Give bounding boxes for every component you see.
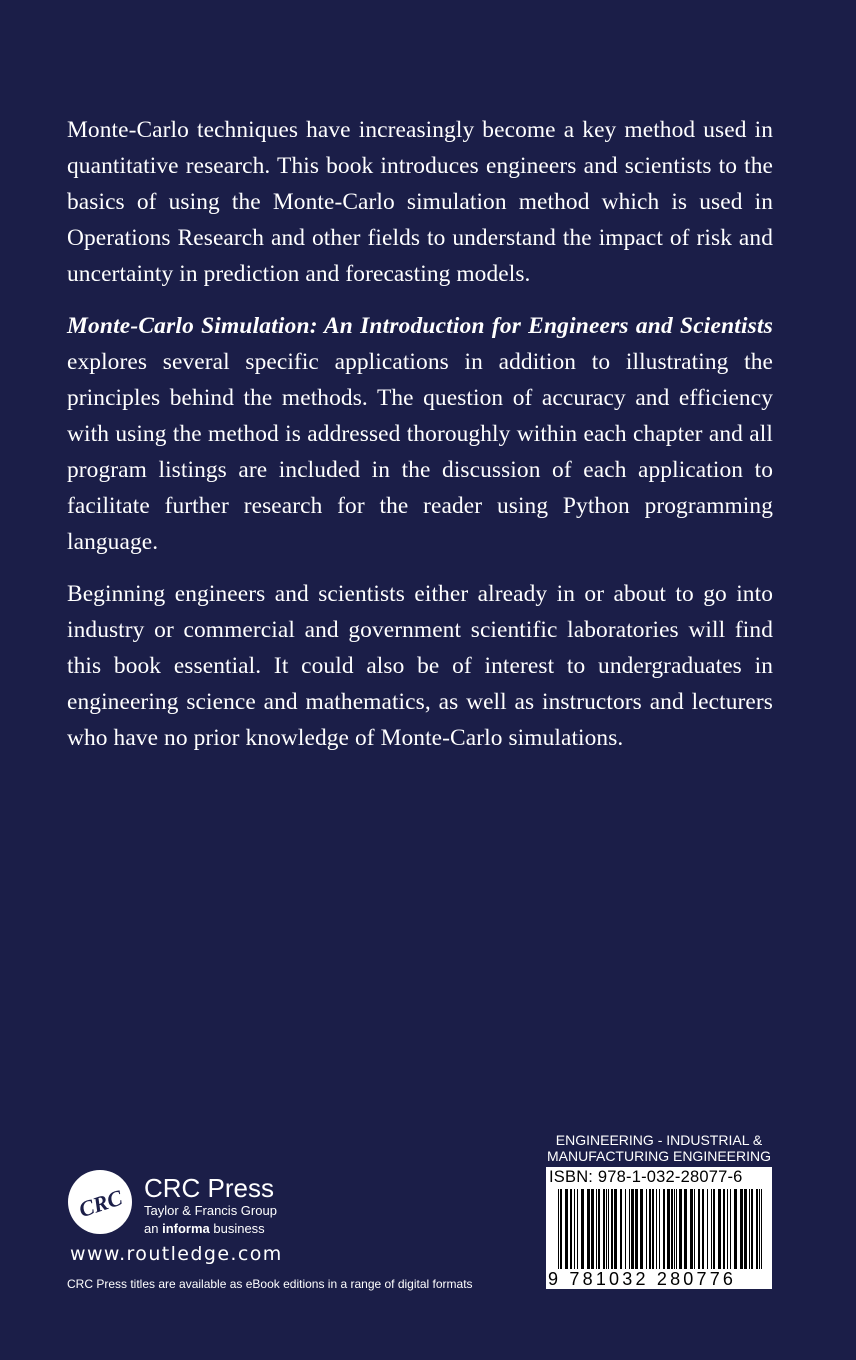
barcode-bar bbox=[727, 1189, 728, 1269]
barcode-bar bbox=[574, 1189, 575, 1269]
barcode-bar bbox=[603, 1189, 605, 1269]
barcode-bar bbox=[591, 1189, 594, 1269]
barcode-bar bbox=[652, 1189, 654, 1269]
crc-logo-text: CRC bbox=[75, 1184, 126, 1223]
barcode-bar bbox=[635, 1189, 638, 1269]
blurb-paragraph-2-text: explores several specific applications in addition to illustrating the principles behind the methods. The question of accuracy and efficiency with using the method is addressed thoroughly within each chapter and all program listings are included in the discussion of each application to facilitate further research for the reader using Python programming language. bbox=[67, 349, 773, 555]
ebook-availability-note: CRC Press titles are available as eBook editions in a range of digital formats bbox=[67, 1277, 473, 1291]
barcode-bar bbox=[723, 1189, 725, 1269]
barcode-bar bbox=[587, 1189, 590, 1269]
back-cover-blurb bbox=[67, 112, 773, 772]
barcode-bar bbox=[596, 1189, 597, 1269]
barcode-bar bbox=[713, 1189, 715, 1269]
barcode-bar bbox=[659, 1189, 660, 1269]
barcode-bar bbox=[577, 1189, 578, 1269]
barcode-bar bbox=[718, 1189, 721, 1269]
barcode-bar bbox=[656, 1189, 657, 1269]
barcode-bar bbox=[698, 1189, 700, 1269]
barcode-bar bbox=[620, 1189, 622, 1269]
barcode-bar bbox=[663, 1189, 665, 1269]
barcode-bar bbox=[606, 1189, 607, 1269]
barcode-bar bbox=[684, 1189, 687, 1269]
barcode-bar bbox=[756, 1189, 758, 1269]
barcode-bar bbox=[614, 1189, 617, 1269]
barcode-bar bbox=[570, 1189, 572, 1269]
publisher-text bbox=[144, 1174, 277, 1238]
barcode-bar bbox=[761, 1189, 762, 1269]
isbn-number: ISBN: 978-1-032-28077-6 bbox=[549, 1168, 743, 1186]
barcode-bar bbox=[734, 1189, 737, 1269]
barcode-bar bbox=[694, 1189, 695, 1269]
isbn-panel bbox=[546, 1167, 772, 1289]
barcode-bar bbox=[560, 1189, 562, 1269]
barcode-digits: 9 781032 280776 bbox=[548, 1269, 737, 1289]
barcode-bar bbox=[759, 1189, 760, 1269]
barcode-bar bbox=[674, 1189, 675, 1269]
barcode-bar bbox=[646, 1189, 647, 1269]
blurb-paragraph-1: Monte-Carlo techniques have increasingly become a key method used in quantitative research. This book introduces engineers and scientists to the basics of using the Monte-Carlo simulation method which is used in Operations Research and other fields to understand the impact of risk and uncertainty in prediction and forecasting models. bbox=[67, 117, 773, 287]
barcode-bars bbox=[550, 1189, 768, 1269]
barcode-bar bbox=[598, 1189, 600, 1269]
barcode-bar bbox=[711, 1189, 712, 1269]
barcode-bar bbox=[707, 1189, 708, 1269]
barcode-bar bbox=[671, 1189, 673, 1269]
crc-press-logo bbox=[68, 1170, 132, 1234]
blurb-paragraph-3: Beginning engineers and scientists either already in or about to go into industry or commercial and government scientific laboratories will find this book essential. It could also be of interest to undergraduates in engineering science and mathematics, as well as instructors and lecturers who have no prior knowledge of Monte-Carlo simulations. bbox=[67, 581, 773, 751]
barcode-bar bbox=[702, 1189, 704, 1269]
publisher-tagline: an informa business bbox=[144, 1221, 265, 1236]
barcode-bar bbox=[751, 1189, 753, 1269]
barcode-bar bbox=[625, 1189, 626, 1269]
barcode-bar bbox=[558, 1189, 559, 1269]
barcode-bar bbox=[631, 1189, 634, 1269]
barcode-bar bbox=[565, 1189, 568, 1269]
blurb-paragraph-2 bbox=[67, 308, 773, 560]
barcode-bar bbox=[667, 1189, 670, 1269]
barcode-bar bbox=[608, 1189, 609, 1269]
website-link[interactable]: www.routledge.com bbox=[70, 1243, 283, 1265]
barcode-bar bbox=[611, 1189, 613, 1269]
barcode-bar bbox=[690, 1189, 693, 1269]
barcode-block bbox=[546, 1132, 772, 1289]
barcode-bar bbox=[730, 1189, 731, 1269]
barcode-bar bbox=[629, 1189, 630, 1269]
publisher-name: CRC Press bbox=[144, 1173, 275, 1203]
subject-category: ENGINEERING - INDUSTRIAL & MANUFACTURING ENGINEERING bbox=[546, 1132, 771, 1164]
barcode-bar bbox=[649, 1189, 651, 1269]
barcode-bar bbox=[749, 1189, 750, 1269]
barcode-bar bbox=[744, 1189, 747, 1269]
barcode-bar bbox=[640, 1189, 643, 1269]
barcode-bar bbox=[676, 1189, 677, 1269]
publisher-group: Taylor & Francis Group bbox=[144, 1203, 277, 1218]
book-title-italic: Monte-Carlo Simulation: An Introduction for Engineers and Scientists bbox=[67, 313, 773, 339]
barcode-bar bbox=[679, 1189, 682, 1269]
barcode-bar bbox=[581, 1189, 584, 1269]
barcode-bar bbox=[740, 1189, 743, 1269]
